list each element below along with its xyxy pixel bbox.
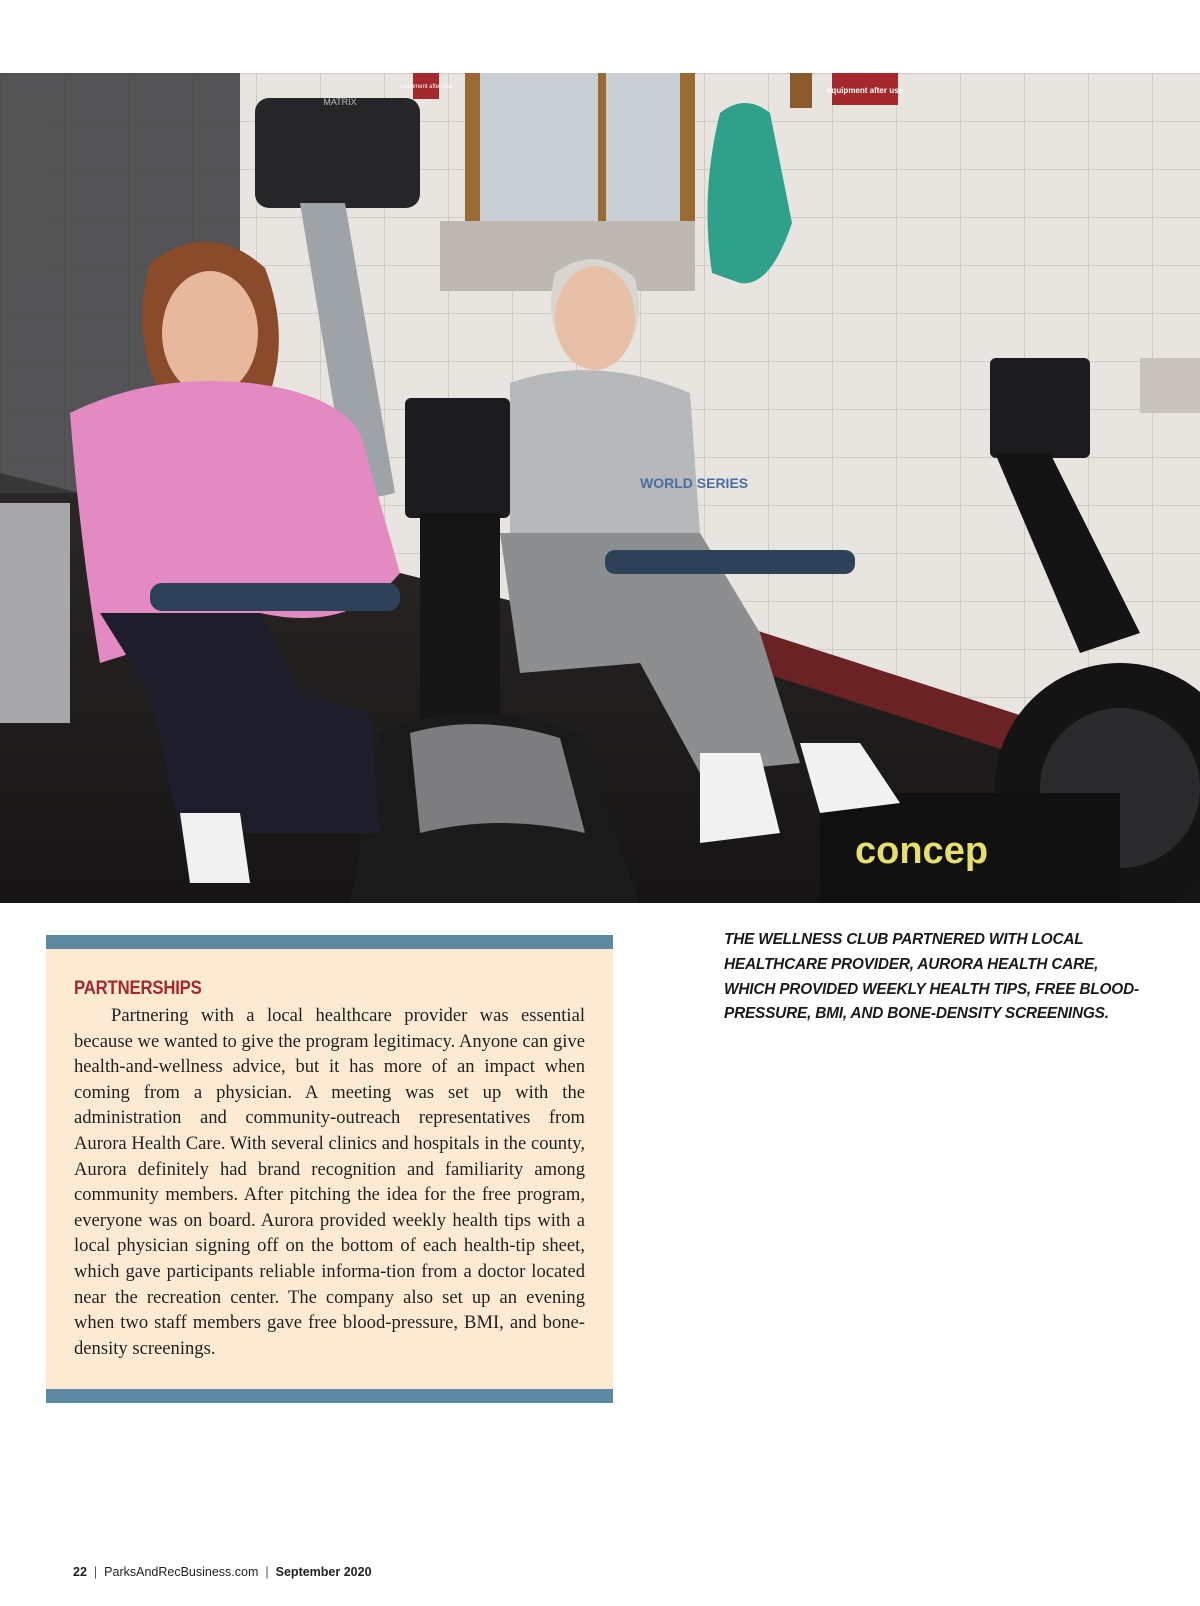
sign-top-center: equipment after use — [399, 84, 453, 90]
rower-brand: concep — [855, 830, 989, 872]
page-number: 22 — [73, 1565, 87, 1579]
sidebar-top-rule — [46, 935, 613, 949]
photo-rowing-women — [0, 73, 1200, 903]
footer-separator: | — [265, 1565, 269, 1579]
sidebar-body-text: Partnering with a local healthcare provider was essential because we wanted to give the program legitimacy. Anyone can give health-and-wellness advice, but it has more of an impact when coming from a physician. A meeting was set up with the administration and community-outreach representatives from Aurora Health Care. With several clinics and hospitals in the county, Aurora definitely had brand recognition and familiarity among community members. After pitching the idea for the free program, everyone was on board. Aurora provided weekly health tips with a local physician signing off on the bottom of each health-tip sheet, which gave participants reliable informa-tion from a doctor located near the recreation center. The company also set up an evening when two staff members gave free blood-pressure, BMI, and bone-density screenings. — [74, 1005, 585, 1359]
footer-issue: September 2020 — [275, 1565, 372, 1579]
footer-site: ParksAndRecBusiness.com — [104, 1565, 259, 1579]
sidebar-heading: PARTNERSHIPS — [74, 978, 202, 999]
photo-illustration — [0, 73, 1200, 903]
sidebar-bottom-rule — [46, 1389, 613, 1403]
shirt-print: WORLD SERIES — [640, 475, 749, 491]
photo-caption: THE WELLNESS CLUB PARTNERED WITH LOCAL HEALTHCARE PROVIDER, AURORA HEALTH CARE, WHICH PROVIDED WEEKLY HEALTH TIPS, FREE BLOOD-PRESSURE, BMI, AND BONE-DENSITY SCREENINGS. — [724, 931, 1139, 1023]
footer-separator: | — [93, 1565, 98, 1579]
page-footer — [73, 1565, 372, 1579]
machine-brand-left: MATRIX — [323, 97, 357, 107]
sign-top-right: equipment after use — [826, 86, 904, 95]
